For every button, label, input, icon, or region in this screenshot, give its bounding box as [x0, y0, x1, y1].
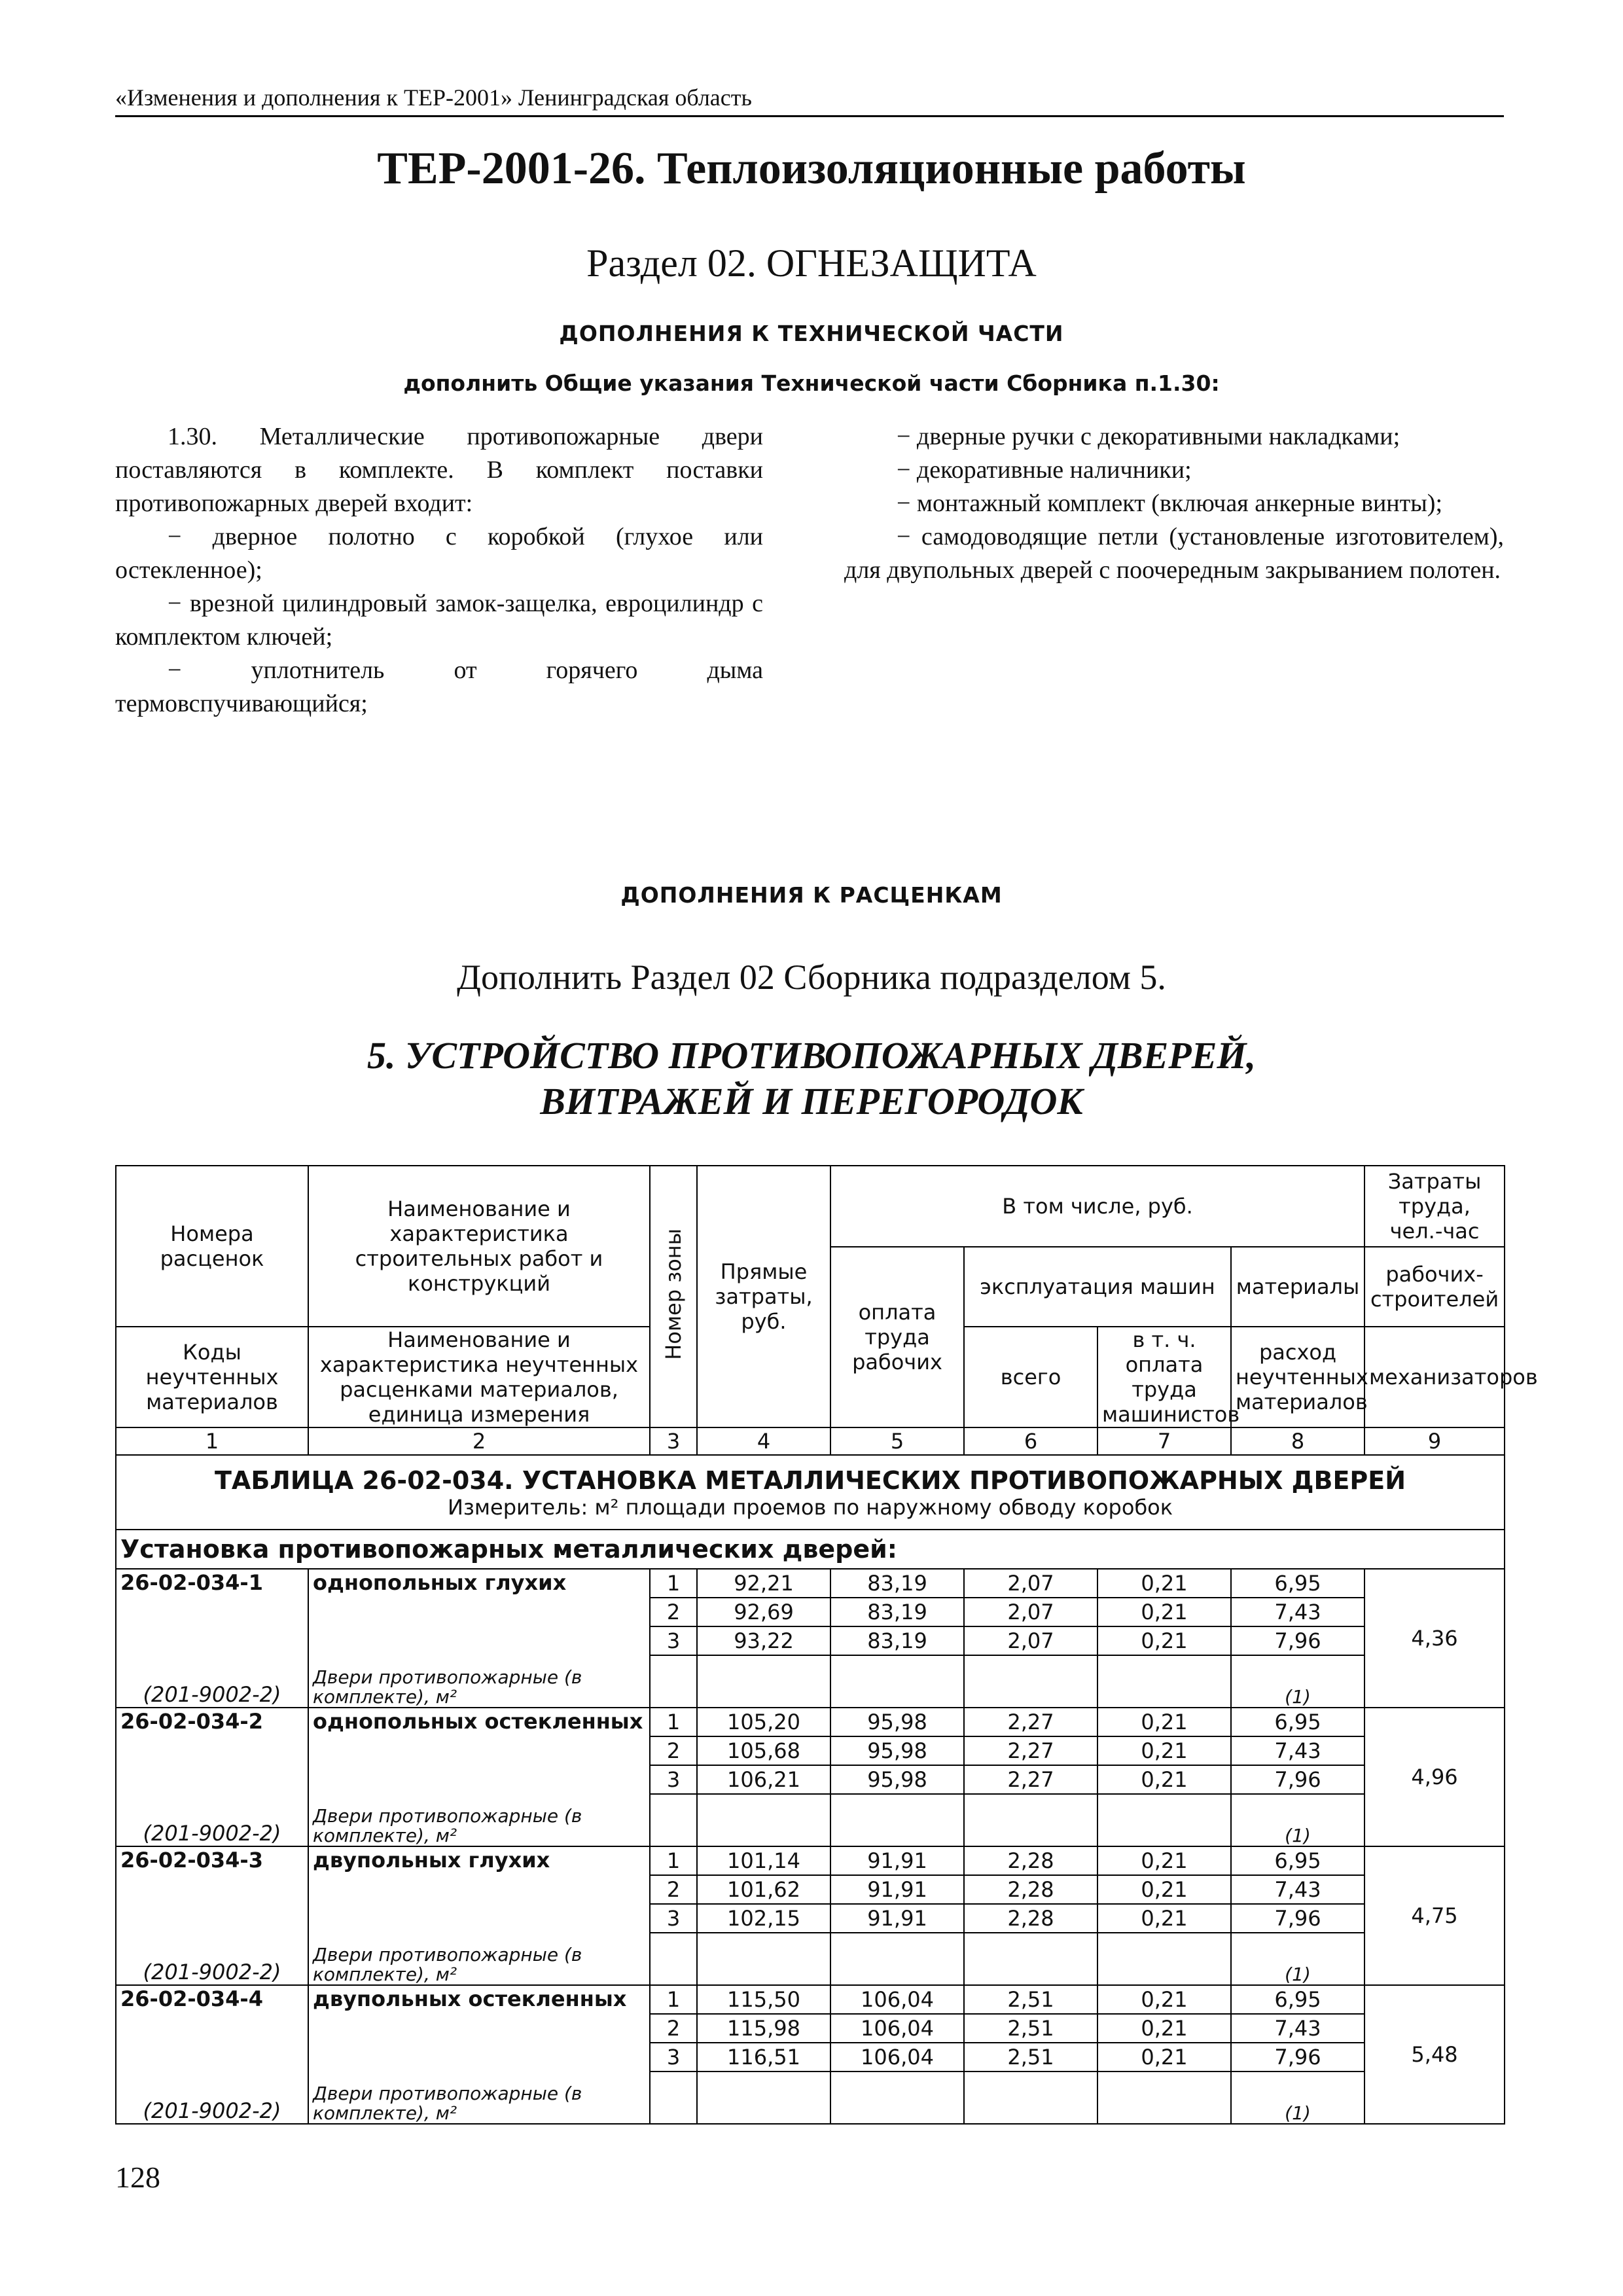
- zone-cell: 2: [650, 1736, 697, 1765]
- rate-code: 26-02-034-3: [116, 1846, 308, 1933]
- material-code: (201-9002-2): [116, 2072, 308, 2124]
- wages-cell: 106,04: [830, 1985, 964, 2014]
- body-text-right-column: [844, 420, 1504, 587]
- section-title: Раздел 02. ОГНЕЗАЩИТА: [586, 242, 1037, 285]
- direct-costs-cell: 101,62: [697, 1875, 830, 1904]
- machinist-wages-cell: 0,21: [1097, 1846, 1231, 1875]
- materials-cell: 6,95: [1231, 1846, 1364, 1875]
- empty-cell: [830, 2072, 964, 2124]
- header-material-names: Наименование и характеристика неучтенных расценками материалов, единица измерения: [308, 1327, 650, 1427]
- material-row: [116, 1794, 1505, 1846]
- header-machines-total: всего: [964, 1327, 1097, 1427]
- header-builders: рабочих-строителей: [1364, 1247, 1505, 1327]
- materials-cell: 7,96: [1231, 1765, 1364, 1794]
- work-name: однопольных глухих: [308, 1569, 650, 1655]
- wages-cell: 83,19: [830, 1598, 964, 1626]
- column-number: 7: [1097, 1427, 1231, 1455]
- machinist-wages-cell: 0,21: [1097, 1708, 1231, 1736]
- machines-cell: 2,28: [964, 1904, 1097, 1933]
- zone-empty-cell: [650, 1655, 697, 1708]
- document-title: ТЕР-2001-26. Теплоизоляционные работы: [377, 143, 1246, 194]
- zone-cell: 3: [650, 2043, 697, 2072]
- labor-cell: 4,96: [1364, 1708, 1505, 1846]
- zone-cell: 1: [650, 1569, 697, 1598]
- material-quantity: (1): [1231, 2072, 1364, 2124]
- materials-cell: 6,95: [1231, 1569, 1364, 1598]
- column-number: 9: [1364, 1427, 1505, 1455]
- header-mechanics: механизаторов: [1364, 1327, 1505, 1427]
- machines-cell: 2,28: [964, 1875, 1097, 1904]
- paragraph: 1.30. Металлические противопожарные двери поставляются в комплекте. В комплект поставки противопожарных дверей входит:: [115, 423, 763, 517]
- header-labor-costs: Затраты труда, чел.-час: [1364, 1166, 1505, 1247]
- rates-table: [115, 1165, 1538, 2125]
- technical-part-heading: ДОПОЛНЕНИЯ К ТЕХНИЧЕСКОЙ ЧАСТИ: [559, 321, 1064, 346]
- column-number: 6: [964, 1427, 1097, 1455]
- machines-cell: 2,27: [964, 1736, 1097, 1765]
- technical-part-subheading: дополнить Общие указания Технической части Сборника п.1.30:: [403, 370, 1220, 396]
- direct-costs-cell: 92,69: [697, 1598, 830, 1626]
- empty-cell: [964, 2072, 1097, 2124]
- header-unaccounted-materials: расход неучтенных материалов: [1231, 1327, 1364, 1427]
- materials-cell: 7,96: [1231, 1626, 1364, 1655]
- empty-cell: [697, 1794, 830, 1846]
- page-number: 128: [115, 2161, 160, 2194]
- direct-costs-cell: 102,15: [697, 1904, 830, 1933]
- material-row: [116, 2072, 1505, 2124]
- list-item: − дверные ручки с декоративными накладками;: [897, 423, 1400, 450]
- wages-cell: 95,98: [830, 1765, 964, 1794]
- subsection-title: [0, 1033, 1623, 1124]
- direct-costs-cell: 106,21: [697, 1765, 830, 1794]
- column-number: 3: [650, 1427, 697, 1455]
- list-item: − дверное полотно с коробкой (глухое или остекленное);: [115, 523, 763, 584]
- column-number: 4: [697, 1427, 830, 1455]
- supplement-line: Дополнить Раздел 02 Сборника подразделом 5.: [457, 958, 1166, 997]
- header-including: В том числе, руб.: [830, 1166, 1364, 1247]
- rate-code: 26-02-034-4: [116, 1985, 308, 2072]
- materials-cell: 7,43: [1231, 1875, 1364, 1904]
- header-machinist-wages: в т. ч. оплата труда машинистов: [1097, 1327, 1231, 1427]
- zone-empty-cell: [650, 2072, 697, 2124]
- empty-cell: [964, 1794, 1097, 1846]
- direct-costs-cell: 101,14: [697, 1846, 830, 1875]
- header-zone: [650, 1166, 697, 1427]
- direct-costs-cell: 105,68: [697, 1736, 830, 1765]
- machines-cell: 2,07: [964, 1598, 1097, 1626]
- work-name: однопольных остекленных: [308, 1708, 650, 1794]
- table-measure: Измеритель: м² площади проемов по наружному обводу коробок: [447, 1495, 1173, 1520]
- machines-cell: 2,27: [964, 1708, 1097, 1736]
- running-header: «Изменения и дополнения к ТЕР-2001» Ленинградская область: [115, 84, 1504, 117]
- zone-cell: 1: [650, 1846, 697, 1875]
- machinist-wages-cell: 0,21: [1097, 2043, 1231, 2072]
- column-number: 8: [1231, 1427, 1364, 1455]
- wages-cell: 91,91: [830, 1875, 964, 1904]
- header-rate-numbers: Номера расценок: [116, 1166, 308, 1327]
- wages-cell: 83,19: [830, 1626, 964, 1655]
- empty-cell: [830, 1655, 964, 1708]
- empty-cell: [697, 1655, 830, 1708]
- zone-cell: 3: [650, 1904, 697, 1933]
- materials-cell: 6,95: [1231, 1708, 1364, 1736]
- work-name: двупольных остекленных: [308, 1985, 650, 2072]
- rate-code: 26-02-034-2: [116, 1708, 308, 1794]
- labor-cell: 4,36: [1364, 1569, 1505, 1708]
- subsection-title-line: ВИТРАЖЕЙ И ПЕРЕГОРОДОК: [540, 1080, 1083, 1122]
- material-quantity: (1): [1231, 1933, 1364, 1985]
- subsection-title-line: 5. УСТРОЙСТВО ПРОТИВОПОЖАРНЫХ ДВЕРЕЙ,: [366, 1034, 1257, 1077]
- direct-costs-cell: 115,50: [697, 1985, 830, 2014]
- wages-cell: 95,98: [830, 1736, 964, 1765]
- materials-cell: 7,43: [1231, 2014, 1364, 2043]
- zone-cell: 1: [650, 1985, 697, 2014]
- empty-cell: [1097, 1933, 1231, 1985]
- rates-heading: ДОПОЛНЕНИЯ К РАСЦЕНКАМ: [620, 882, 1003, 908]
- header-machines: эксплуатация машин: [964, 1247, 1231, 1327]
- materials-cell: 6,95: [1231, 1985, 1364, 2014]
- list-item: − декоративные наличники;: [897, 456, 1192, 484]
- labor-cell: 4,75: [1364, 1846, 1505, 1985]
- table-row: [116, 1846, 1505, 1875]
- work-name: двупольных глухих: [308, 1846, 650, 1933]
- machinist-wages-cell: 0,21: [1097, 1875, 1231, 1904]
- list-item: − самодоводящие петли (установленые изготовителем), для двупольных дверей с поочередным закрыванием полотен.: [844, 523, 1504, 584]
- wages-cell: 106,04: [830, 2043, 964, 2072]
- wages-cell: 91,91: [830, 1846, 964, 1875]
- zone-cell: 3: [650, 1626, 697, 1655]
- machines-cell: 2,51: [964, 2043, 1097, 2072]
- header-material-codes: Коды неучтенных материалов: [116, 1327, 308, 1427]
- empty-cell: [1097, 1655, 1231, 1708]
- machines-cell: 2,27: [964, 1765, 1097, 1794]
- zone-cell: 3: [650, 1765, 697, 1794]
- table-caption: [116, 1455, 1505, 1530]
- machinist-wages-cell: 0,21: [1097, 1569, 1231, 1598]
- empty-cell: [697, 1933, 830, 1985]
- empty-cell: [830, 1933, 964, 1985]
- empty-cell: [697, 2072, 830, 2124]
- material-row: [116, 1655, 1505, 1708]
- column-number: 1: [116, 1427, 308, 1455]
- direct-costs-cell: 105,20: [697, 1708, 830, 1736]
- machinist-wages-cell: 0,21: [1097, 1598, 1231, 1626]
- material-quantity: (1): [1231, 1794, 1364, 1846]
- header-zone-label: Номер зоны: [661, 1228, 686, 1360]
- material-name: Двери противопожарные (в комплекте), м²: [308, 1933, 650, 1985]
- rate-code: 26-02-034-1: [116, 1569, 308, 1655]
- header-direct-costs: Прямые затраты, руб.: [697, 1166, 830, 1427]
- labor-cell: 5,48: [1364, 1985, 1505, 2124]
- material-row: [116, 1933, 1505, 1985]
- direct-costs-cell: 115,98: [697, 2014, 830, 2043]
- list-item: − уплотнитель от горячего дыма термовспучивающийся;: [115, 656, 763, 717]
- column-number: 5: [830, 1427, 964, 1455]
- machinist-wages-cell: 0,21: [1097, 1736, 1231, 1765]
- machinist-wages-cell: 0,21: [1097, 1626, 1231, 1655]
- table-caption-title: ТАБЛИЦА 26-02-034. УСТАНОВКА МЕТАЛЛИЧЕСКИХ ПРОТИВОПОЖАРНЫХ ДВЕРЕЙ: [215, 1466, 1406, 1495]
- wages-cell: 83,19: [830, 1569, 964, 1598]
- material-name: Двери противопожарные (в комплекте), м²: [308, 1794, 650, 1846]
- table-row: [116, 1569, 1505, 1598]
- material-name: Двери противопожарные (в комплекте), м²: [308, 2072, 650, 2124]
- direct-costs-cell: 116,51: [697, 2043, 830, 2072]
- machines-cell: 2,51: [964, 1985, 1097, 2014]
- zone-cell: 2: [650, 2014, 697, 2043]
- machinist-wages-cell: 0,21: [1097, 1985, 1231, 2014]
- machines-cell: 2,51: [964, 2014, 1097, 2043]
- material-code: (201-9002-2): [116, 1933, 308, 1985]
- table-entries: [116, 1569, 1505, 2124]
- zone-empty-cell: [650, 1933, 697, 1985]
- direct-costs-cell: 92,21: [697, 1569, 830, 1598]
- machinist-wages-cell: 0,21: [1097, 1904, 1231, 1933]
- empty-cell: [830, 1794, 964, 1846]
- machines-cell: 2,07: [964, 1626, 1097, 1655]
- empty-cell: [1097, 2072, 1231, 2124]
- materials-cell: 7,43: [1231, 1598, 1364, 1626]
- machinist-wages-cell: 0,21: [1097, 1765, 1231, 1794]
- zone-empty-cell: [650, 1794, 697, 1846]
- group-title: Установка противопожарных металлических дверей:: [116, 1530, 1505, 1569]
- header-materials: материалы: [1231, 1247, 1364, 1327]
- header-wages: оплата труда рабочих: [830, 1247, 964, 1427]
- materials-cell: 7,96: [1231, 1904, 1364, 1933]
- table-row: [116, 1985, 1505, 2014]
- empty-cell: [1097, 1794, 1231, 1846]
- wages-cell: 95,98: [830, 1708, 964, 1736]
- materials-cell: 7,96: [1231, 2043, 1364, 2072]
- empty-cell: [964, 1933, 1097, 1985]
- materials-cell: 7,43: [1231, 1736, 1364, 1765]
- body-text-left-column: [115, 420, 763, 721]
- material-name: Двери противопожарные (в комплекте), м²: [308, 1655, 650, 1708]
- material-quantity: (1): [1231, 1655, 1364, 1708]
- zone-cell: 2: [650, 1875, 697, 1904]
- list-item: − монтажный комплект (включая анкерные винты);: [897, 490, 1442, 517]
- empty-cell: [964, 1655, 1097, 1708]
- direct-costs-cell: 93,22: [697, 1626, 830, 1655]
- header-work-name: Наименование и характеристика строительных работ и конструкций: [308, 1166, 650, 1327]
- wages-cell: 106,04: [830, 2014, 964, 2043]
- table-row: [116, 1708, 1505, 1736]
- material-code: (201-9002-2): [116, 1655, 308, 1708]
- machines-cell: 2,28: [964, 1846, 1097, 1875]
- machines-cell: 2,07: [964, 1569, 1097, 1598]
- list-item: − врезной цилиндровый замок-защелка, евроцилиндр с комплектом ключей;: [115, 590, 763, 651]
- zone-cell: 2: [650, 1598, 697, 1626]
- wages-cell: 91,91: [830, 1904, 964, 1933]
- material-code: (201-9002-2): [116, 1794, 308, 1846]
- column-number: 2: [308, 1427, 650, 1455]
- machinist-wages-cell: 0,21: [1097, 2014, 1231, 2043]
- zone-cell: 1: [650, 1708, 697, 1736]
